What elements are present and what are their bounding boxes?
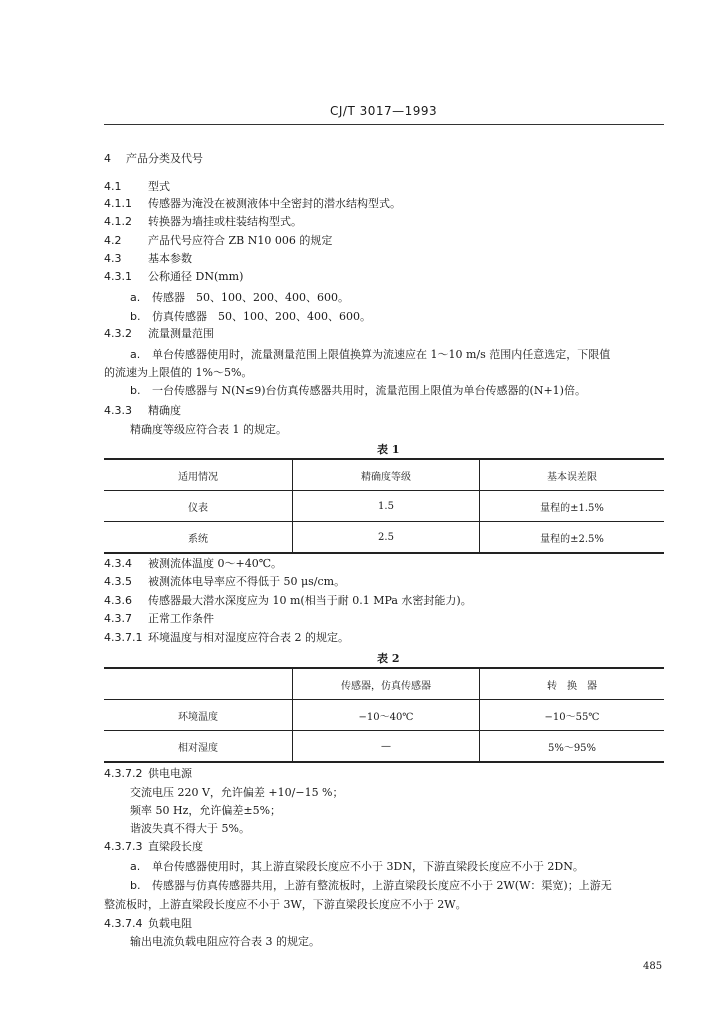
clause-number: 4.2 — [104, 234, 122, 247]
clause-number: a. — [130, 291, 141, 304]
clause-number: 4.3.6 — [104, 594, 132, 607]
clause-number: 4.3.7.1 — [104, 631, 143, 644]
clause-text: 精确度 — [148, 404, 181, 417]
text-line — [104, 917, 192, 931]
text-line — [104, 575, 345, 589]
text-line — [104, 270, 243, 284]
clause-text: 整流板时，上游直梁段长度应不小于 3W，下游直梁段长度应不小于 2W。 — [104, 898, 467, 911]
clause-number: 4.3.2 — [104, 327, 132, 340]
text-line — [130, 291, 349, 305]
text-line — [104, 767, 192, 781]
clause-text: 输出电流负载电阻应符合表 3 的规定。 — [130, 935, 320, 948]
table-cell: −10～40℃ — [293, 700, 480, 731]
page-header: CJ/T 3017—1993 — [330, 104, 438, 118]
clause-number: 4.1 — [104, 180, 122, 193]
clause-number: 4.1.1 — [104, 197, 132, 210]
table-cell: 1.5 — [293, 491, 480, 522]
clause-number: 4.3.7.2 — [104, 767, 143, 780]
table-cell: 环境温度 — [104, 700, 293, 731]
text-line — [130, 786, 344, 800]
text-line — [104, 252, 192, 266]
text-line — [104, 152, 203, 166]
clause-number: a. — [130, 348, 141, 361]
text-line — [130, 935, 320, 949]
text-line — [104, 234, 332, 248]
table-header-cell: 适用情况 — [104, 459, 293, 491]
clause-text: 频率 50 Hz，允许偏差±5%； — [130, 804, 282, 817]
text-line — [130, 879, 612, 893]
clause-text: 一台传感器与 N(N≤9)台仿真传感器共用时，流量范围上限值为单台传感器的(N+1)倍。 — [152, 384, 586, 397]
clause-text: 传感器 50、100、200、400、600。 — [152, 291, 349, 304]
table-cell: 5%～95% — [480, 731, 665, 763]
clause-text: 基本参数 — [148, 252, 192, 265]
clause-text: 传感器最大潜水深度应为 10 m(相当于耐 0.1 MPa 水密封能力)。 — [148, 594, 472, 607]
text-line — [130, 348, 610, 362]
table-cell: 2.5 — [293, 522, 480, 554]
clause-number: 4.3.7.4 — [104, 917, 143, 930]
text-line — [130, 860, 584, 874]
text-line — [104, 327, 214, 341]
clause-number: a. — [130, 860, 141, 873]
clause-number: 4.3.1 — [104, 270, 132, 283]
table-cell: 系统 — [104, 522, 293, 554]
table-header-cell: 传感器，仿真传感器 — [293, 668, 480, 700]
clause-text: 流量测量范围 — [148, 327, 214, 340]
clause-text: 直梁段长度 — [148, 840, 203, 853]
clause-text: 被测流体电导率应不得低于 50 μs/cm。 — [148, 575, 346, 588]
table-row — [104, 731, 664, 763]
clause-number: 4.3.4 — [104, 557, 132, 570]
text-line — [104, 898, 467, 912]
clause-number: 4.3.5 — [104, 575, 132, 588]
table-header-row — [104, 459, 664, 491]
text-line — [104, 404, 181, 418]
clause-text: 的流速为上限值的 1%～5%。 — [104, 366, 253, 379]
text-line — [130, 310, 371, 324]
clause-text: 正常工作条件 — [148, 612, 214, 625]
clause-text: 供电电源 — [148, 767, 192, 780]
clause-text: 产品分类及代号 — [126, 152, 203, 165]
clause-number: b. — [130, 879, 141, 892]
table-cell: −10～55℃ — [480, 700, 665, 731]
clause-text: 被测流体温度 0～+40℃。 — [148, 557, 283, 570]
header-rule — [104, 124, 664, 125]
table-row — [104, 700, 664, 731]
clause-number: b. — [130, 310, 141, 323]
text-line — [104, 366, 252, 380]
page-number: 485 — [643, 961, 663, 972]
table-cell: 相对湿度 — [104, 731, 293, 763]
clause-text: 负载电阻 — [148, 917, 192, 930]
table-cell: 仪表 — [104, 491, 293, 522]
text-line — [104, 557, 282, 571]
text-line — [130, 423, 287, 437]
text-line — [130, 822, 250, 836]
text-line — [104, 612, 214, 626]
table-header-cell: 精确度等级 — [293, 459, 480, 491]
clause-text: 谐波失真不得大于 5%。 — [130, 822, 250, 835]
text-line — [130, 804, 281, 818]
table-cell: — — [293, 731, 480, 763]
clause-text: 传感器与仿真传感器共用，上游有整流板时，上游直梁段长度应不小于 2W(W：渠宽)；上游无 — [152, 879, 612, 892]
clause-number: 4.3.7 — [104, 612, 132, 625]
clause-number: b. — [130, 384, 141, 397]
clause-text: 转换器为墙挂或柱装结构型式。 — [148, 215, 302, 228]
clause-text: 型式 — [148, 180, 170, 193]
table-cell: 量程的±2.5% — [480, 522, 665, 554]
text-line — [104, 215, 302, 229]
table1 — [104, 458, 664, 554]
text-line — [130, 384, 586, 398]
table1-caption: 表 1 — [377, 443, 400, 456]
clause-number: 4.3.7.3 — [104, 840, 143, 853]
clause-text: 交流电压 220 V，允许偏差 +10/−15 %； — [130, 786, 344, 799]
table-header-cell: 基本误差限 — [480, 459, 665, 491]
table-row — [104, 491, 664, 522]
clause-number: 4.1.2 — [104, 215, 132, 228]
clause-text: 仿真传感器 50、100、200、400、600。 — [152, 310, 371, 323]
table-header-cell: 转 换 器 — [480, 668, 665, 700]
text-line — [104, 197, 401, 211]
clause-text: 传感器为淹没在被测液体中全密封的潜水结构型式。 — [148, 197, 401, 210]
table-header-row — [104, 668, 664, 700]
text-line — [104, 840, 203, 854]
text-line — [104, 631, 349, 645]
clause-number: 4.3 — [104, 252, 122, 265]
clause-number: 4.3.3 — [104, 404, 132, 417]
clause-text: 单台传感器使用时，其上游直梁段长度应不小于 3DN，下游直梁段长度应不小于 2DN。 — [152, 860, 584, 873]
table-header-cell — [104, 668, 293, 700]
clause-text: 公称通径 DN(mm) — [148, 270, 244, 283]
text-line — [104, 180, 170, 194]
text-line — [104, 594, 472, 608]
table-row — [104, 522, 664, 554]
table2 — [104, 667, 664, 763]
clause-text: 单台传感器使用时，流量测量范围上限值换算为流速应在 1～10 m/s 范围内任意选定，下限值 — [152, 348, 611, 361]
clause-number: 4 — [104, 152, 111, 165]
table-cell: 量程的±1.5% — [480, 491, 665, 522]
clause-text: 产品代号应符合 ZB N10 006 的规定 — [148, 234, 333, 247]
clause-text: 精确度等级应符合表 1 的规定。 — [130, 423, 287, 436]
clause-text: 环境温度与相对湿度应符合表 2 的规定。 — [148, 631, 349, 644]
table2-caption: 表 2 — [377, 652, 400, 665]
